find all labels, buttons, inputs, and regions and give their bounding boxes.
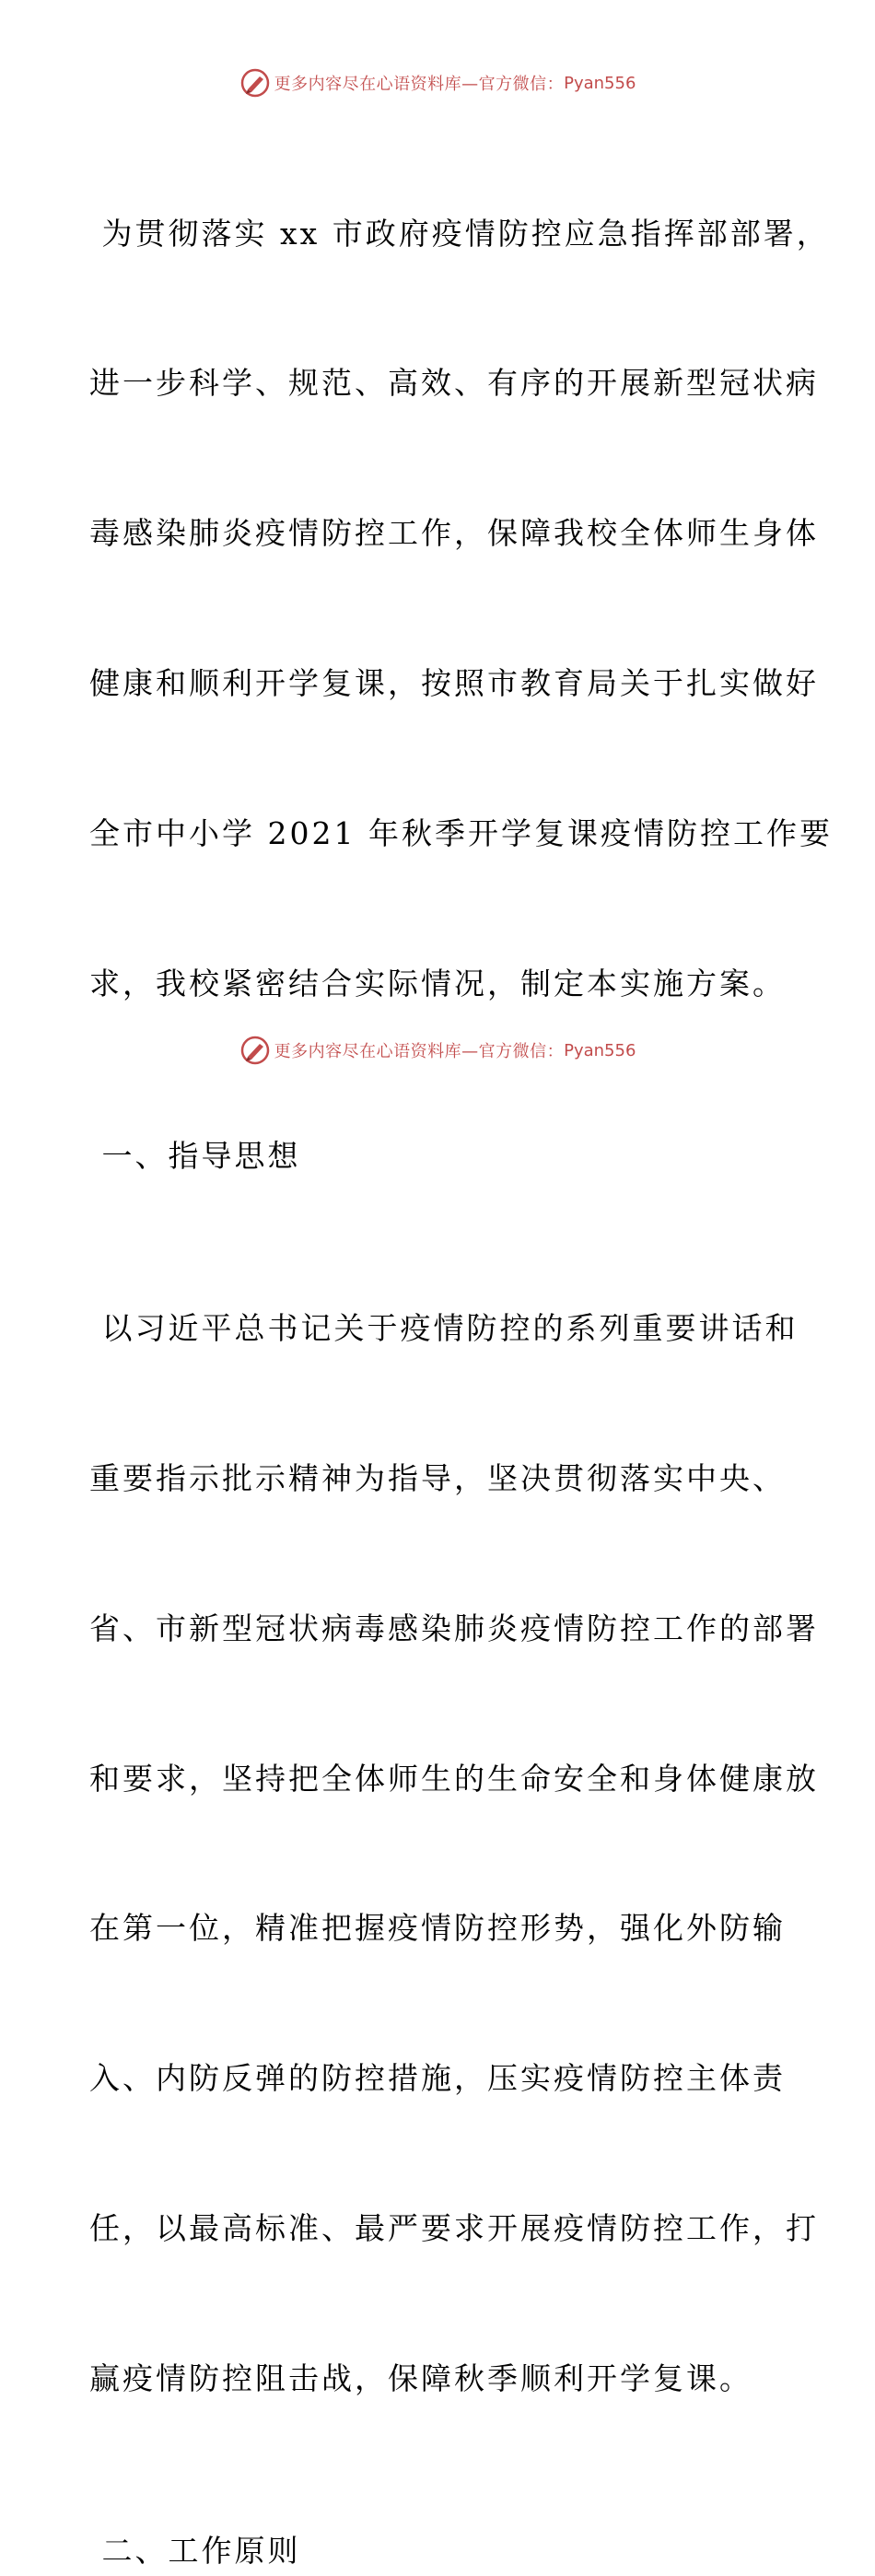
section-heading-2: 二、工作原则: [89, 2532, 301, 2569]
text-line: 入、内防反弹的防控措施，压实疫情防控主体责: [89, 2060, 786, 2097]
paragraph-intro: [89, 109, 833, 1109]
text-line: 重要指示批示精神为指导，坚决贯彻落实中央、: [89, 1459, 786, 1496]
text-line: 以习近平总书记关于疫情防控的系列重要讲话和: [89, 1309, 799, 1346]
text-line: 在第一位，精准把握疫情防控形势，强化外防输: [89, 1910, 786, 1947]
pen-logo-icon: [239, 1035, 271, 1066]
paragraph-guiding-thought: [89, 1203, 819, 2504]
watermark-header: [0, 64, 875, 101]
watermark-footer: [0, 1032, 875, 1069]
text-line: 任，以最高标准、最严要求开展疫情防控工作，打: [89, 2210, 819, 2247]
text-line: 省、市新型冠状病毒感染肺炎疫情防控工作的部署: [89, 1610, 819, 1646]
text-line: 毒感染肺炎疫情防控工作，保障我校全体师生身体: [89, 515, 819, 552]
watermark-account: Pyan556: [564, 73, 636, 93]
text-line: 求，我校紧密结合实际情况，制定本实施方案。: [89, 966, 786, 1002]
watermark-text: 更多内容尽在心语资料库—官方微信：: [274, 1042, 565, 1061]
watermark-account: Pyan556: [564, 1040, 636, 1060]
text-line: 进一步科学、规范、高效、有序的开展新型冠状病: [89, 365, 819, 402]
text-line: 和要求，坚持把全体师生的生命安全和身体健康放: [89, 1760, 819, 1797]
section-heading-1: 一、指导思想: [89, 1137, 301, 1174]
text-line: 健康和顺利开学复课，按照市教育局关于扎实做好: [89, 665, 819, 702]
text-line: 为贯彻落实 xx 市政府疫情防控应急指挥部部署，: [89, 215, 830, 252]
pen-logo-icon: [239, 67, 271, 99]
text-line: 全市中小学 2021 年秋季开学复课疫情防控工作要: [89, 815, 833, 852]
document-body: [89, 109, 833, 2576]
watermark-text: 更多内容尽在心语资料库—官方微信：: [274, 75, 565, 94]
text-line: 赢疫情防控阻击战，保障秋季顺利开学复课。: [89, 2360, 752, 2397]
